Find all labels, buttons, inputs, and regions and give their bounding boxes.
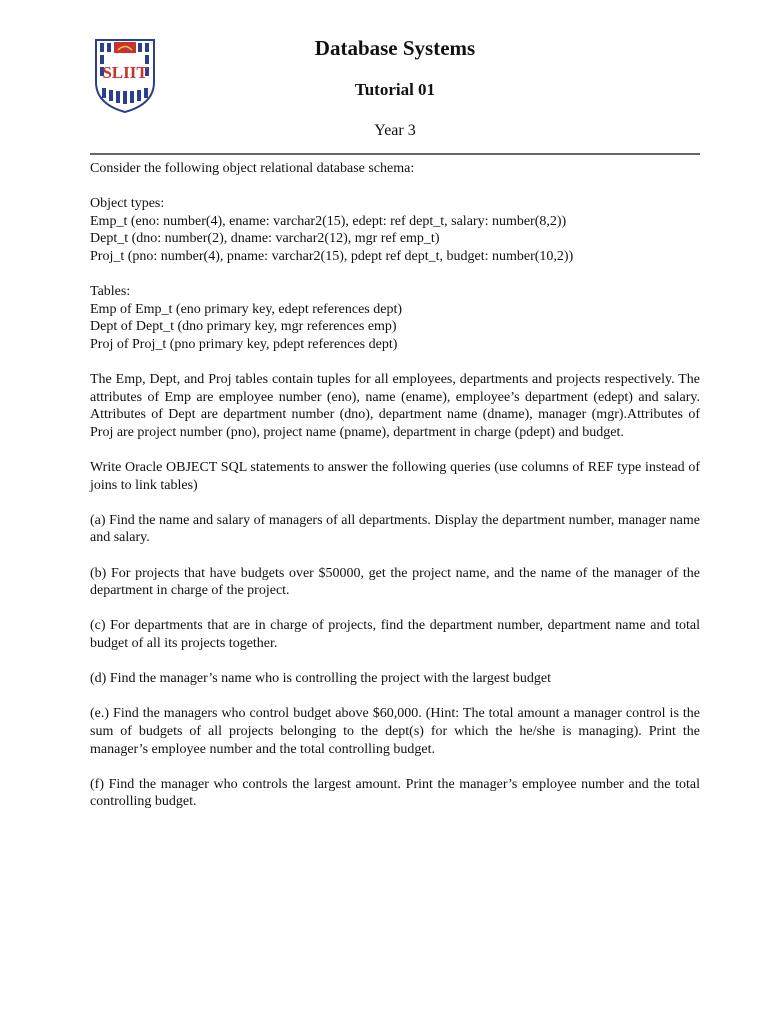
question-c: (c) For departments that are in charge of projects, find the department number, department name and total budget of all its projects together. [90, 618, 700, 652]
tutorial-number: Tutorial 01 [354, 80, 436, 99]
table-line: Proj of Proj_t (pno primary key, pdept references dept) [90, 336, 398, 352]
description-paragraph: The Emp, Dept, and Proj tables contain tuples for all employees, departments and projects respectively. The attributes of Emp are employee number (eno), name (ename), employee’s department (edept) and salary. Attributes of Dept are department number (dno), department name (dname), manager (mgr).Attributes of Proj are project number (pno), project name (pname), department in charge (pdept) and budget. [90, 372, 700, 440]
object-type-line: Emp_t (eno: number(4), ename: varchar2(15), edept: ref dept_t, salary: number(8,2)) [90, 213, 567, 229]
question-f: (f) Find the manager who controls the largest amount. Print the manager’s employee number and the total controlling budget. [90, 776, 700, 810]
question-a: (a) Find the name and salary of managers of all departments. Display the department number, manager name and salary. [90, 512, 700, 546]
logo-text: SLIIT [102, 63, 148, 82]
instruction-paragraph: Write Oracle OBJECT SQL statements to answer the following queries (use columns of REF type instead of joins to link tables) [90, 460, 700, 493]
table-line: Dept of Dept_t (dno primary key, mgr references emp) [90, 319, 397, 335]
table-line: Emp of Emp_t (eno primary key, edept references dept) [90, 301, 403, 317]
header-divider [90, 153, 700, 155]
object-types-heading: Object types: [90, 196, 165, 212]
question-d: (d) Find the manager’s name who is controlling the project with the largest budget [90, 671, 551, 687]
tables-heading: Tables: [90, 284, 131, 300]
sliit-logo [94, 38, 156, 114]
intro-text: Consider the following object relational database schema: [90, 161, 415, 176]
question-b: (b) For projects that have budgets over $50000, get the project name, and the name of the manager of the department in charge of the project. [90, 565, 700, 599]
year-label: Year 3 [374, 122, 416, 139]
object-type-line: Dept_t (dno: number(2), dname: varchar2(12), mgr ref emp_t) [90, 231, 440, 247]
question-e: (e.) Find the managers who control budget above $60,000. (Hint: The total amount a manager control is the sum of budgets of all projects belonging to the dept(s) for which the he/she is managing). Print the manager’s employee number and the total controlling budget. [90, 706, 700, 757]
object-type-line: Proj_t (pno: number(4), pname: varchar2(15), pdept ref dept_t, budget: number(10,2)) [90, 248, 574, 264]
document-title: Database Systems [314, 36, 476, 60]
document-body [90, 160, 700, 811]
